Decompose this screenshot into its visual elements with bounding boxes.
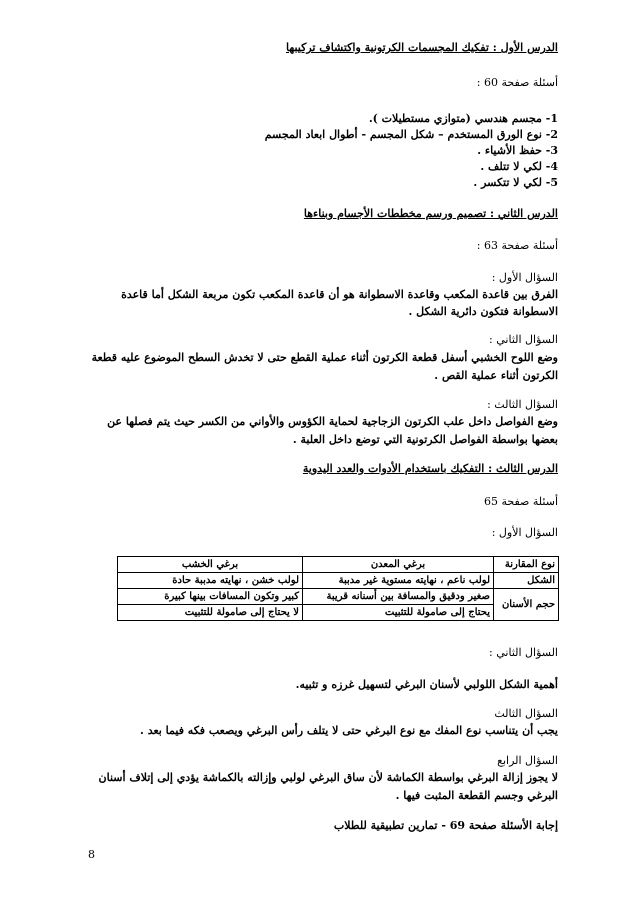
lesson3-q4-label: السؤال الرابع: [497, 754, 558, 767]
page-number: 8: [88, 848, 95, 861]
lesson3-q2-answer: أهمية الشكل اللولبي لأسنان البرغي لتسهيل غرزه و تثبيه.: [295, 678, 558, 691]
lesson2-title: الدرس الثاني : تصميم ورسم مخططات الأجسام وبناءها: [303, 207, 558, 220]
table-cell: لولب خشن ، نهايته مدببة حادة: [118, 573, 303, 589]
lesson3-q4-line2: البرغي وجسم القطعة المثبت فيها .: [395, 789, 558, 802]
lesson1-answer-4: 4- لكي لا تتلف .: [480, 160, 558, 173]
lesson1-answer-3: 3- حفظ الأشياء .: [477, 144, 558, 157]
screw-comparison-table: [117, 556, 559, 621]
table-header-cell: برغي المعدن: [303, 557, 494, 573]
lesson3-q4-line1: لا يجوز إزالة البرغي بواسطة الكماشة لأن ساق البرغي لولبي وإزالته بالكماشة يؤدي إلى إتلاف أسنان: [98, 771, 558, 784]
table-row: [118, 573, 559, 589]
lesson2-q3-line1: وضع الفواصل داخل علب الكرتون الزجاجية لحماية الكؤوس والأواني من الكسر حيث يتم فصلها عن: [107, 415, 558, 428]
lesson3-q3-label: السؤال الثالث: [494, 707, 558, 720]
lesson3-q1-label: السؤال الأول :: [491, 526, 558, 539]
table-row: [118, 605, 559, 621]
lesson2-q2-label: السؤال الثاني :: [489, 333, 558, 346]
lesson2-q3-line2: بعضها بواسطة الفواصل الكرتونية التي توضع داخل العلبة .: [292, 433, 558, 446]
table-header-row: [118, 557, 559, 573]
lesson1-questions-page: أسئلة صفحة 60 :: [476, 76, 558, 89]
lesson3-footer-note: إجابة الأسئلة صفحة 69 - تمارين تطبيقية للطلاب: [333, 819, 558, 832]
table-header-cell: برغي الخشب: [118, 557, 303, 573]
lesson1-answer-5: 5- لكي لا تتكسر .: [473, 176, 558, 189]
table-cell: لولب ناعم ، نهايته مستوية غير مدببة: [303, 573, 494, 589]
lesson2-q1-line2: الاسطوانة فتكون دائرية الشكل .: [408, 305, 558, 318]
lesson2-q3-label: السؤال الثالث :: [487, 398, 558, 411]
table-cell: حجم الأسنان: [494, 589, 559, 621]
lesson1-answer-2: 2- نوع الورق المستخدم – شكل المجسم - أطوال ابعاد المجسم: [264, 128, 558, 141]
lesson3-q3-answer: يجب أن يتناسب نوع المفك مع نوع البرغي حتى لا يتلف رأس البرغي ويصعب فكه فيما بعد .: [140, 724, 558, 737]
lesson2-questions-page: أسئلة صفحة 63 :: [476, 239, 558, 252]
table-cell: صغير ودقيق والمسافة بين أسنانه قريبة: [303, 589, 494, 605]
table-cell: كبير وتكون المسافات بينها كبيرة: [118, 589, 303, 605]
lesson2-q2-line1: وضع اللوح الخشبي أسفل قطعة الكرتون أثناء عملية القطع حتى لا تخدش السطح الموضوع عليه قطعة: [91, 351, 558, 364]
lesson2-q1-line1: الفرق بين قاعدة المكعب وقاعدة الاسطوانة هو أن قاعدة المكعب تكون مربعة الشكل أما قاعدة: [121, 288, 558, 301]
table-cell: الشكل: [494, 573, 559, 589]
lesson3-questions-page: أسئلة صفحة 65: [483, 495, 558, 508]
table-header-cell: نوع المقارنة: [494, 557, 559, 573]
table-row: [118, 589, 559, 605]
table-cell: يحتاج إلى صامولة للتثبيت: [303, 605, 494, 621]
table-cell: لا يحتاج إلى صامولة للتثبيت: [118, 605, 303, 621]
lesson3-q2-label: السؤال الثاني :: [489, 646, 558, 659]
lesson2-q1-label: السؤال الأول :: [491, 271, 558, 284]
lesson2-q2-line2: الكرتون أثناء عملية القص .: [434, 369, 558, 382]
lesson3-title: الدرس الثالث : التفكيك باستخدام الأدوات والعدد اليدوية: [302, 462, 558, 475]
lesson1-title: الدرس الأول : تفكيك المجسمات الكرتونية واكتشاف تركيبها: [286, 41, 558, 54]
lesson1-answer-1: 1- مجسم هندسي (متوازي مستطيلات ).: [368, 112, 558, 125]
